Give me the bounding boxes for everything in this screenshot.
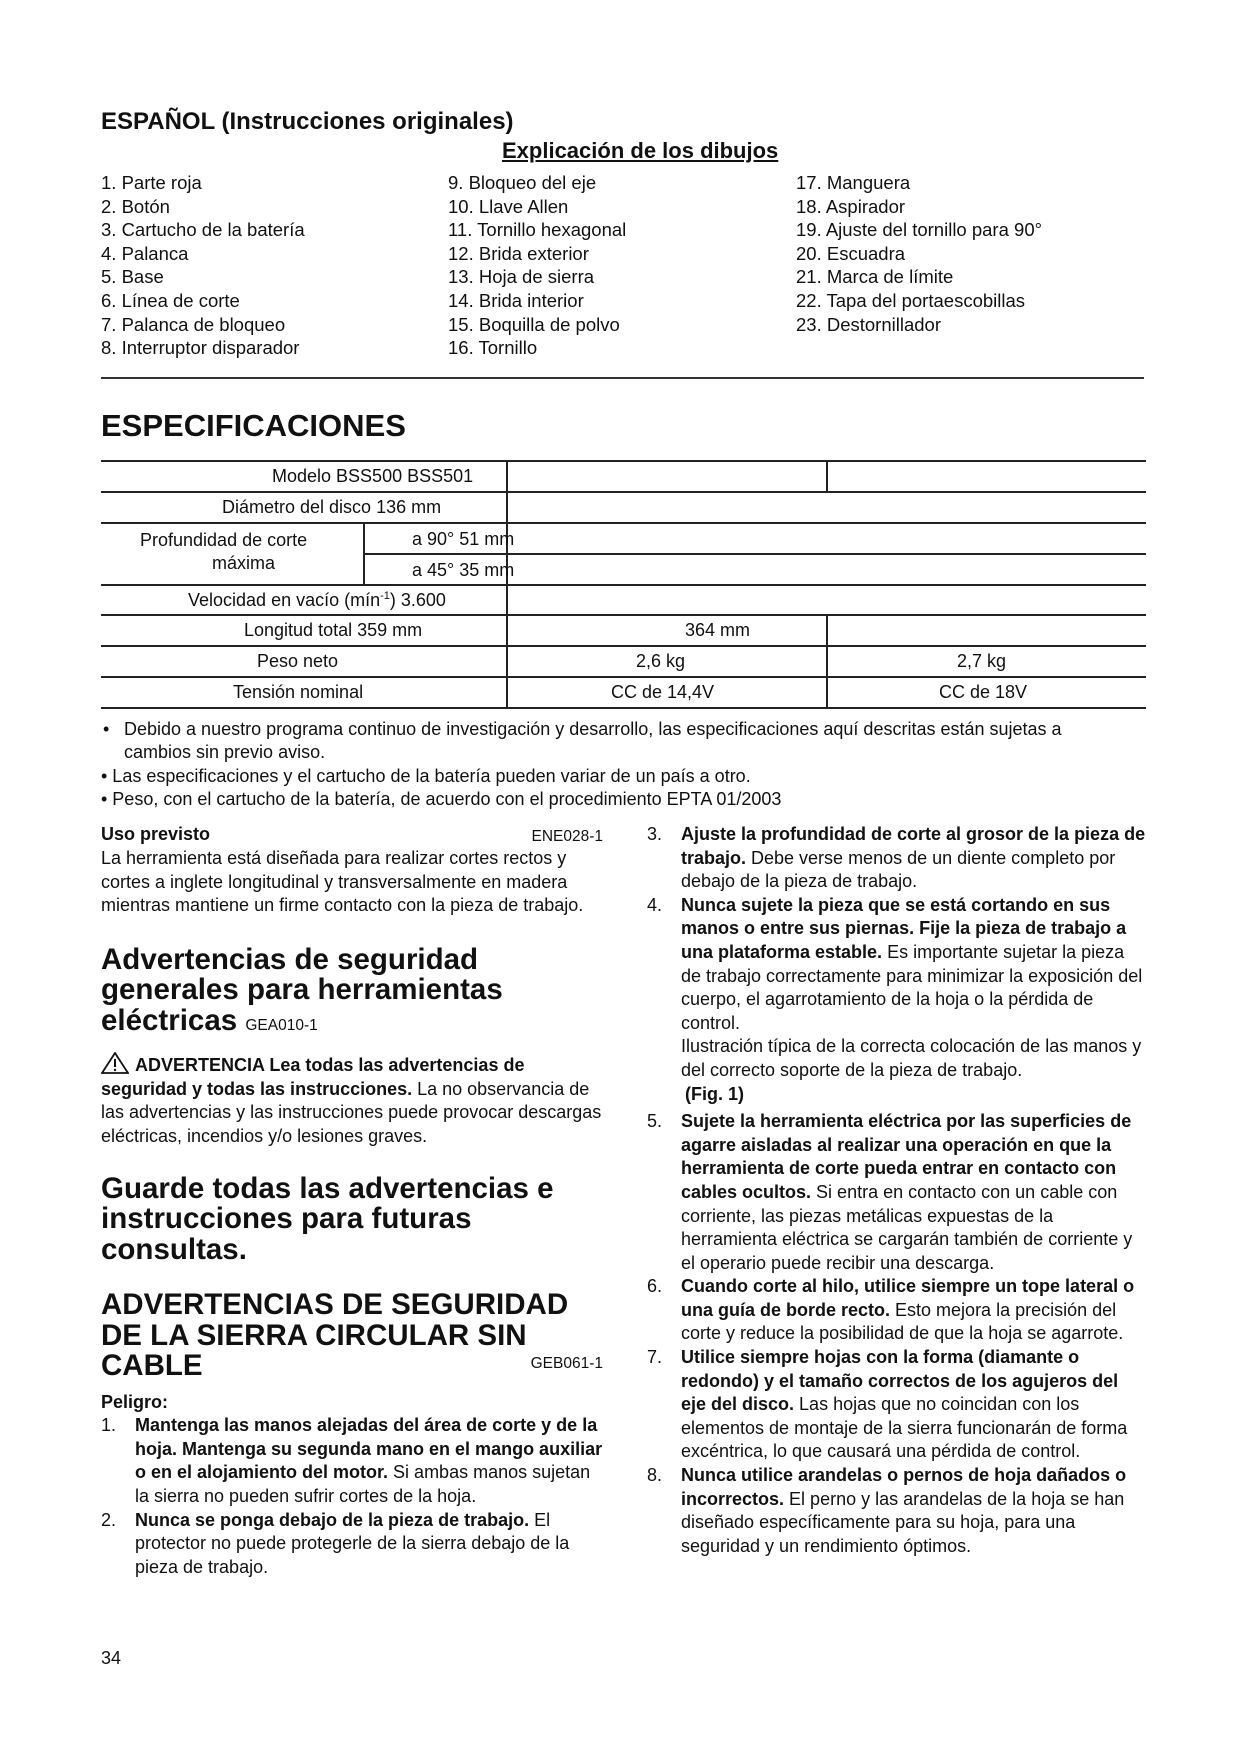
note-text: cambios sin previo aviso. xyxy=(124,742,326,763)
legend-item: 18. Aspirador xyxy=(796,195,906,217)
item-text: Ilustración típica de la correcta colocación de las manos y del correcto soporte de la pieza de trabajo. xyxy=(681,1036,1142,1080)
legend-item: 22. Tapa del portaescobillas xyxy=(796,289,1026,311)
spec-weight-a: 2,6 kg xyxy=(636,651,686,671)
note-text: Debido a nuestro programa continuo de investigación y desarrollo, las especificaciones aquí descritas están sujetas a xyxy=(124,719,1062,739)
bullet: • xyxy=(103,719,110,739)
item-text: Si entra en contacto con un cable con corriente, las piezas metálicas expuestas de la herramienta eléctrica se cargarán también de corriente y el operario puede recibir una descarga. xyxy=(681,1181,1133,1273)
item-text: Es importante sujetar la pieza de trabajo correctamente para minimizar la exposición del cuerpo, el agarrotamiento de la hoja o la pérdida de control. xyxy=(681,941,1143,1033)
use-title: Uso previsto xyxy=(101,824,211,844)
legend-item: 20. Escuadra xyxy=(796,242,906,264)
legend-item: 2. Botón xyxy=(101,195,170,217)
list-item xyxy=(647,823,1147,894)
spec-depth-label: Profundidad de corte xyxy=(140,530,308,550)
right-column xyxy=(647,823,1147,1558)
list-item xyxy=(647,894,1147,1106)
list-item xyxy=(101,1414,603,1508)
legend-item: 19. Ajuste del tornillo para 90° xyxy=(796,219,1043,241)
legend-item: 7. Palanca de bloqueo xyxy=(101,313,286,335)
legend-item: 12. Brida exterior xyxy=(448,242,589,264)
general-warnings-heading xyxy=(101,942,603,1042)
heading-line: consultas. xyxy=(101,1232,247,1266)
spec-notes xyxy=(101,718,1146,811)
heading-line: instrucciones para futuras xyxy=(101,1202,472,1236)
heading-line-last xyxy=(101,1003,603,1042)
legend-item: 13. Hoja de sierra xyxy=(448,266,595,288)
language-title: ESPAÑOL (Instrucciones originales) xyxy=(101,108,514,135)
item-bold: Ajuste la profundidad de corte al grosor de la pieza de trabajo. xyxy=(681,824,1146,868)
use-code: ENE028-1 xyxy=(531,828,603,845)
legend-item: 15. Boquilla de polvo xyxy=(448,313,620,335)
page-number: 34 xyxy=(101,1648,122,1668)
item-bold: Nunca utilice arandelas o pernos de hoja dañados o incorrectos. xyxy=(681,1465,1127,1509)
keep-instructions-heading xyxy=(101,1171,603,1266)
warning-text: La no observancia de las advertencias y las instrucciones puede provocar descargas eléctricas, incendios y/o lesiones graves. xyxy=(101,1078,602,1147)
legend-item: 9. Bloqueo del eje xyxy=(448,172,597,193)
legend-column-1 xyxy=(101,171,305,360)
list-item xyxy=(647,1464,1147,1558)
list-item xyxy=(101,1509,603,1580)
item-number: 6. xyxy=(647,1276,663,1297)
item-bold: Cuando corte al hilo, utilice siempre un tope lateral o una guía de borde recto. xyxy=(681,1276,1135,1320)
heading-line: generales para herramientas xyxy=(101,973,503,1007)
heading-line: ADVERTENCIAS DE SEGURIDAD xyxy=(101,1288,569,1322)
general-code: GEA010-1 xyxy=(245,1016,318,1034)
warning-triangle-icon xyxy=(101,1052,129,1074)
item-text: Esto mejora la precisión del corte y reduce la posibilidad de que la hoja se agarrote. xyxy=(681,1299,1124,1344)
spec-depth-45: a 45° 35 mm xyxy=(412,560,515,580)
warning-paragraph xyxy=(101,1052,603,1148)
heading-line: Guarde todas las advertencias e xyxy=(101,1171,554,1205)
item-text: El protector no puede protegerle de la sierra debajo de la pieza de trabajo. xyxy=(135,1509,570,1577)
legend-item: 8. Interruptor disparador xyxy=(101,337,300,359)
legend-item: 14. Brida interior xyxy=(448,289,584,311)
use-text: La herramienta está diseñada para realizar cortes rectos y cortes a inglete longitudinal y transversalmente en madera mientras mantiene un firme contacto con la pieza de trabajo. xyxy=(101,848,584,916)
legend-item: 11. Tornillo hexagonal xyxy=(448,219,627,241)
spec-voltage-b: CC de 18V xyxy=(939,682,1028,702)
spec-weight-b: 2,7 kg xyxy=(957,651,1007,671)
note-text: • Las especificaciones y el cartucho de la batería pueden variar de un país a otro. xyxy=(101,765,751,786)
item-number: 4. xyxy=(647,894,663,915)
legend-item: 1. Parte roja xyxy=(101,172,202,193)
item-bold: Mantenga las manos alejadas del área de corte y de la hoja. Mantenga su segunda mano en el mango auxiliar o en el alojamiento del motor. xyxy=(135,1415,603,1483)
note-item xyxy=(101,718,1146,741)
legend-column-2 xyxy=(448,171,626,360)
specs-title: ESPECIFICACIONES xyxy=(101,408,406,443)
legend-item: 21. Marca de límite xyxy=(796,266,954,288)
item-bold: Nunca sujete la pieza que se está cortando en sus manos o entre sus piernas. Fije la pieza de trabajo a una plataforma estable. xyxy=(681,894,1127,962)
table-rule xyxy=(363,553,1146,555)
spec-weight-label: Peso neto xyxy=(257,651,339,671)
table-rule xyxy=(101,584,1146,586)
legend-column-3 xyxy=(796,171,1042,336)
spec-speed-suffix: ) 3.600 xyxy=(389,590,446,610)
spec-diameter: Diámetro del disco 136 mm xyxy=(222,497,442,517)
spec-speed xyxy=(188,590,446,611)
legend-item: 6. Línea de corte xyxy=(101,289,240,311)
heading-text: eléctricas xyxy=(101,1003,238,1037)
spec-speed-prefix: Velocidad en vacío (mín xyxy=(188,590,381,610)
table-rule xyxy=(101,676,1146,678)
legend-item: 17. Manguera xyxy=(796,172,911,193)
table-rule xyxy=(363,522,365,584)
legend-item: 10. Llave Allen xyxy=(448,195,569,217)
table-rule xyxy=(101,460,1146,462)
item-text: Debe verse menos de un diente completo por debajo de la pieza de trabajo. xyxy=(681,847,1116,892)
list-item xyxy=(647,1346,1147,1464)
item-text: Las hojas que no coincidan con los elementos de montaje de la sierra funcionarán de forma excéntrica, lo que causará una pérdida de control. xyxy=(681,1394,1128,1462)
figure-reference: (Fig. 1) xyxy=(685,1083,744,1104)
table-rule xyxy=(826,614,828,707)
danger-label: Peligro: xyxy=(101,1391,169,1412)
table-rule xyxy=(826,460,828,491)
list-item xyxy=(647,1110,1147,1275)
spec-length-label: Longitud total 359 mm xyxy=(244,620,423,640)
legend-item: 4. Palanca xyxy=(101,242,189,264)
legend-item: 23. Destornillador xyxy=(796,313,941,335)
table-rule xyxy=(101,522,1146,524)
item-text: Si ambas manos sujetan la sierra no pueden sufrir cortes de la hoja. xyxy=(135,1462,591,1507)
saw-safety-heading xyxy=(101,1290,603,1382)
heading-line: Advertencias de seguridad xyxy=(101,942,479,976)
legend-item: 16. Tornillo xyxy=(448,337,538,359)
spec-depth-label-2: máxima xyxy=(212,553,276,573)
list-item xyxy=(647,1275,1147,1346)
item-bold: Utilice siempre hojas con la forma (diamante o redondo) y el tamaño correctos de los agujeros del eje del disco. xyxy=(681,1347,1119,1415)
note-text: • Peso, con el cartucho de la batería, de acuerdo con el procedimiento EPTA 01/2003 xyxy=(101,788,782,809)
heading-text: CABLE xyxy=(101,1349,203,1383)
item-number: 5. xyxy=(647,1111,663,1132)
table-rule xyxy=(506,460,508,707)
item-number: 8. xyxy=(647,1465,663,1486)
drawings-title: Explicación de los dibujos xyxy=(502,138,779,163)
saw-code: GEB061-1 xyxy=(530,1355,603,1373)
table-rule xyxy=(101,707,1146,709)
table-rule xyxy=(101,491,1146,493)
item-text: El perno y las arandelas de la hoja se han diseñado específicamente para su hoja, para una seguridad y un rendimiento óptimos. xyxy=(681,1488,1125,1556)
spec-length-value: 364 mm xyxy=(685,620,751,640)
table-rule xyxy=(101,614,1146,616)
item-bold: Sujete la herramienta eléctrica por las superficies de agarre aisladas al realizar una operación en que la herramienta de corte pueda entrar en contacto con cables ocultos. xyxy=(681,1111,1132,1202)
heading-line-last xyxy=(101,1351,603,1382)
item-number: 1. xyxy=(101,1415,117,1436)
warning-bold: ADVERTENCIA Lea todas las advertencias de seguridad y todas las instrucciones. xyxy=(101,1055,525,1099)
spec-voltage-a: CC de 14,4V xyxy=(611,682,715,702)
item-bold: Nunca se ponga debajo de la pieza de trabajo. xyxy=(135,1509,530,1530)
heading-line: DE LA SIERRA CIRCULAR SIN xyxy=(101,1318,527,1352)
spec-depth-90: a 90° 51 mm xyxy=(412,529,515,549)
spec-speed-sup: -1 xyxy=(380,590,390,602)
legend-item: 3. Cartucho de la batería xyxy=(101,219,305,241)
item-number: 2. xyxy=(101,1509,117,1530)
left-column xyxy=(101,823,603,1579)
spec-model: Modelo BSS500 BSS501 xyxy=(272,466,474,486)
section-divider xyxy=(101,377,1144,379)
item-number: 3. xyxy=(647,824,663,844)
use-header xyxy=(101,823,603,847)
legend-item: 5. Base xyxy=(101,266,164,288)
spec-voltage-label: Tensión nominal xyxy=(233,682,364,702)
table-rule xyxy=(101,645,1146,647)
item-number: 7. xyxy=(647,1347,663,1368)
